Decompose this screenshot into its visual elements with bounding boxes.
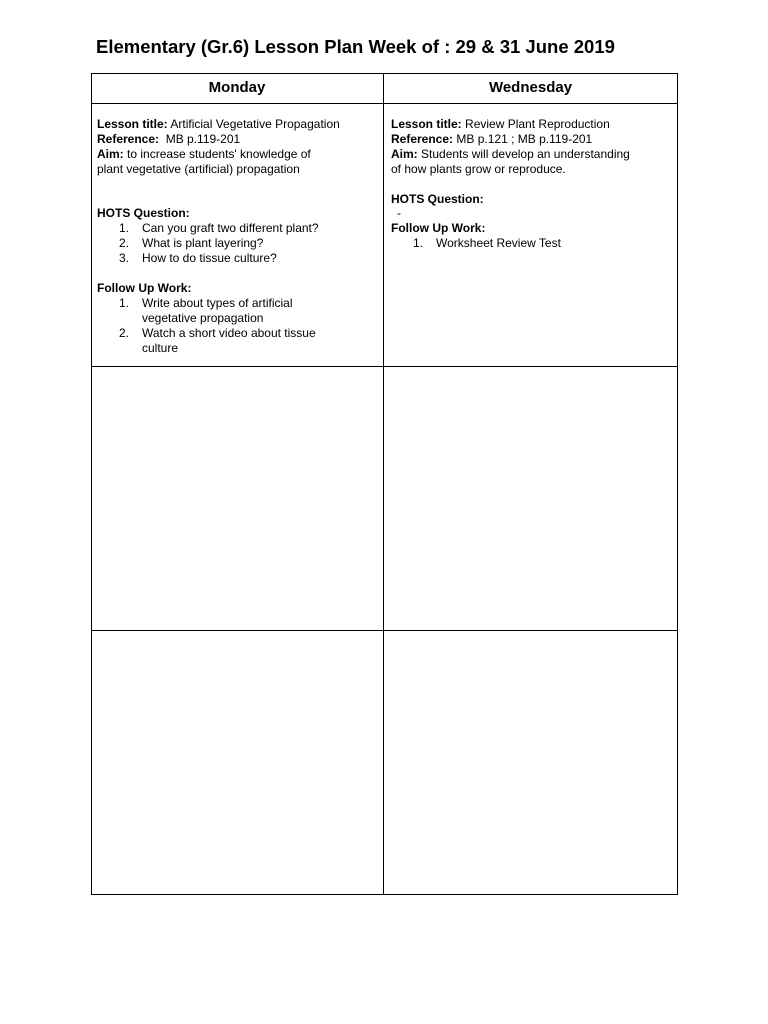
column-header-monday: Monday: [208, 79, 266, 96]
lesson-title-value: Artificial Vegetative Propagation: [170, 117, 340, 131]
lesson-title-row: [391, 117, 675, 132]
aim-row: [97, 147, 381, 162]
aim-value-line2: plant vegetative (artificial) propagation: [97, 161, 300, 176]
aim-label: Aim:: [97, 146, 124, 161]
list-item: 2. Watch a short video about tissue culture: [119, 325, 316, 355]
page-title: Elementary (Gr.6) Lesson Plan Week of : 29 & 31 June 2019: [96, 36, 615, 57]
list-item: 1. Can you graft two different plant?: [119, 221, 319, 236]
aim-value-line1: Students will develop an understanding: [421, 146, 630, 161]
follow-up-list: [97, 296, 381, 356]
follow-up-list: [391, 236, 675, 251]
empty-cell: [92, 631, 383, 894]
list-item: 3. How to do tissue culture?: [119, 251, 277, 266]
table-border-bottom: [91, 894, 678, 895]
reference-value: MB p.119-201: [165, 131, 241, 146]
reference-row: [391, 132, 675, 147]
hots-list: [97, 221, 381, 266]
empty-cell: [384, 367, 677, 630]
reference-row: [97, 132, 381, 147]
empty-cell: [384, 631, 677, 894]
lesson-title-row: [97, 117, 381, 132]
table-border-right: [677, 73, 678, 895]
aim-value-line2: of how plants grow or reproduce.: [391, 161, 566, 176]
hots-value: -: [397, 206, 401, 221]
lesson-plan-table: [91, 73, 678, 895]
aim-row: [391, 147, 675, 162]
list-item: 2. What is plant layering?: [119, 236, 264, 251]
column-header-wednesday: Wednesday: [488, 79, 573, 96]
follow-up-label: Follow Up Work:: [97, 280, 192, 295]
list-item: 1. Write about types of artificial vegetative propagation: [119, 295, 293, 325]
aim-value-line1: to increase students' knowledge of: [127, 146, 311, 161]
header-divider: [91, 103, 678, 104]
aim-label: Aim:: [391, 146, 418, 161]
reference-label: Reference:: [391, 131, 454, 146]
lesson-title-label: Lesson title:: [391, 117, 462, 131]
monday-lesson-cell: [97, 117, 381, 355]
wednesday-lesson-cell: [391, 117, 675, 251]
list-item: 1. Worksheet Review Test: [413, 236, 561, 251]
reference-label: Reference:: [97, 131, 160, 146]
empty-cell: [92, 367, 383, 630]
lesson-title-value: Review Plant Reproduction: [465, 117, 610, 131]
reference-value: MB p.121 ; MB p.119-201: [456, 131, 593, 146]
hots-label: HOTS Question:: [391, 191, 484, 206]
lesson-title-label: Lesson title:: [97, 117, 168, 131]
hots-label: HOTS Question:: [97, 206, 190, 221]
follow-up-label: Follow Up Work:: [391, 221, 486, 236]
